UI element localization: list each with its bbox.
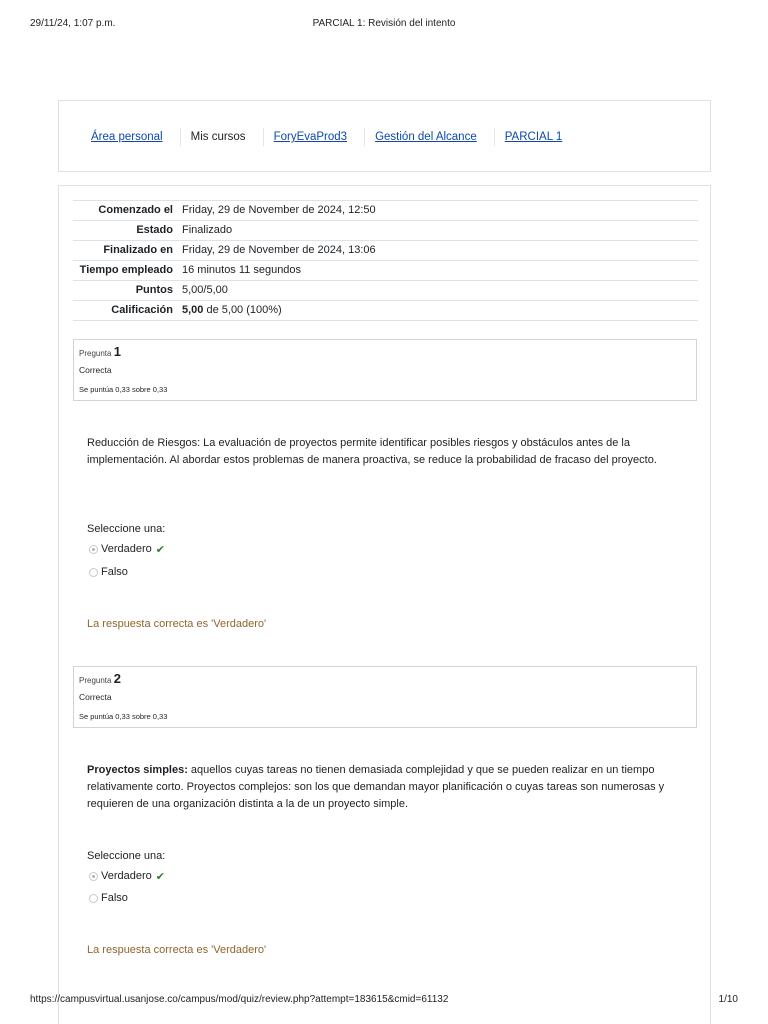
summary-label: Finalizado en xyxy=(73,241,182,261)
radio-icon[interactable] xyxy=(89,568,98,577)
summary-row-time-taken xyxy=(73,261,698,281)
summary-value xyxy=(182,301,698,321)
question-number-prefix: Pregunta xyxy=(79,676,114,685)
print-page-number: 1/10 xyxy=(718,994,738,1005)
breadcrumb-container xyxy=(58,100,711,172)
breadcrumb-quiz[interactable]: PARCIAL 1 xyxy=(504,131,563,143)
check-icon: ✔ xyxy=(155,543,165,556)
breadcrumb-separator xyxy=(357,128,365,146)
breadcrumb-course[interactable]: ForyEvaProd3 xyxy=(273,131,348,143)
question-text-body: aquellos cuyas tareas no tienen demasiada complejidad y que se pueden realizar en un tiempo relativamente corto. Proyectos complejos: son los que demandan mayor planificación o cuyas tareas son numerosas y requieren de una organización distinta a la de un proyecto simple. xyxy=(87,764,665,810)
question-state: Correcta xyxy=(79,692,112,702)
answer-prompt: Seleccione una: xyxy=(87,523,166,535)
summary-value: 16 minutos 11 segundos xyxy=(182,261,698,281)
correct-answer-feedback: La respuesta correcta es 'Verdadero' xyxy=(87,618,267,630)
answer-label: Falso xyxy=(101,566,128,578)
radio-selected-icon[interactable] xyxy=(89,872,98,881)
grade-total: de 5,00 (100%) xyxy=(203,304,282,316)
summary-value: 5,00/5,00 xyxy=(182,281,698,301)
breadcrumb-separator xyxy=(487,128,495,146)
summary-label: Comenzado el xyxy=(73,201,182,221)
question-grade: Se puntúa 0,33 sobre 0,33 xyxy=(79,385,168,394)
radio-selected-icon[interactable] xyxy=(89,545,98,554)
breadcrumb-area-personal[interactable]: Área personal xyxy=(91,131,163,143)
answer-option-falso[interactable] xyxy=(89,891,128,905)
summary-row-grade xyxy=(73,301,698,321)
summary-label: Puntos xyxy=(73,281,182,301)
summary-value: Friday, 29 de November de 2024, 13:06 xyxy=(182,241,698,261)
question-info xyxy=(73,666,697,728)
answer-label: Verdadero xyxy=(101,870,152,882)
print-url: https://campusvirtual.usanjose.co/campus/mod/quiz/review.php?attempt=183615&cmid=61132 xyxy=(30,994,449,1005)
breadcrumb-separator xyxy=(256,128,264,146)
question-number-value: 2 xyxy=(113,671,121,686)
correct-answer-feedback: La respuesta correcta es 'Verdadero' xyxy=(87,944,267,956)
summary-value: Friday, 29 de November de 2024, 12:50 xyxy=(182,201,698,221)
attempt-summary-table xyxy=(73,200,698,321)
question-number-prefix: Pregunta xyxy=(79,349,114,358)
answer-option-falso[interactable] xyxy=(89,565,128,579)
radio-icon[interactable] xyxy=(89,894,98,903)
breadcrumb xyxy=(91,101,562,173)
question-number xyxy=(79,671,121,686)
answer-option-verdadero[interactable] xyxy=(89,869,165,883)
print-document-title: PARCIAL 1: Revisión del intento xyxy=(312,18,456,29)
answer-label: Falso xyxy=(101,892,128,904)
question-number-value: 1 xyxy=(113,344,121,359)
breadcrumb-separator xyxy=(173,128,181,146)
question-text: Reducción de Riesgos: La evaluación de proyectos permite identificar posibles riesgos y obstáculos antes de la implementación. Al abordar estos problemas de manera proactiva, se reduce la probabilidad de fracaso del proyecto. xyxy=(87,437,657,466)
summary-row-state xyxy=(73,221,698,241)
question-grade: Se puntúa 0,33 sobre 0,33 xyxy=(79,712,168,721)
print-footer xyxy=(30,994,738,1010)
breadcrumb-mis-cursos[interactable]: Mis cursos xyxy=(190,131,246,143)
question-text-bold: Proyectos simples: xyxy=(87,764,188,776)
question-text xyxy=(87,762,687,813)
summary-row-started xyxy=(73,201,698,221)
question-info xyxy=(73,339,697,401)
summary-label: Tiempo empleado xyxy=(73,261,182,281)
summary-value: Finalizado xyxy=(182,221,698,241)
summary-row-finished xyxy=(73,241,698,261)
question-number xyxy=(79,344,121,359)
answer-prompt: Seleccione una: xyxy=(87,850,166,862)
print-header xyxy=(30,18,738,34)
summary-label: Calificación xyxy=(73,301,182,321)
summary-row-marks xyxy=(73,281,698,301)
print-timestamp: 29/11/24, 1:07 p.m. xyxy=(30,18,116,29)
summary-label: Estado xyxy=(73,221,182,241)
answer-label: Verdadero xyxy=(101,543,152,555)
question-state: Correcta xyxy=(79,365,112,375)
answer-option-verdadero[interactable] xyxy=(89,542,165,556)
grade-value: 5,00 xyxy=(182,304,204,316)
breadcrumb-section[interactable]: Gestión del Alcance xyxy=(375,131,477,143)
check-icon: ✔ xyxy=(155,870,165,883)
